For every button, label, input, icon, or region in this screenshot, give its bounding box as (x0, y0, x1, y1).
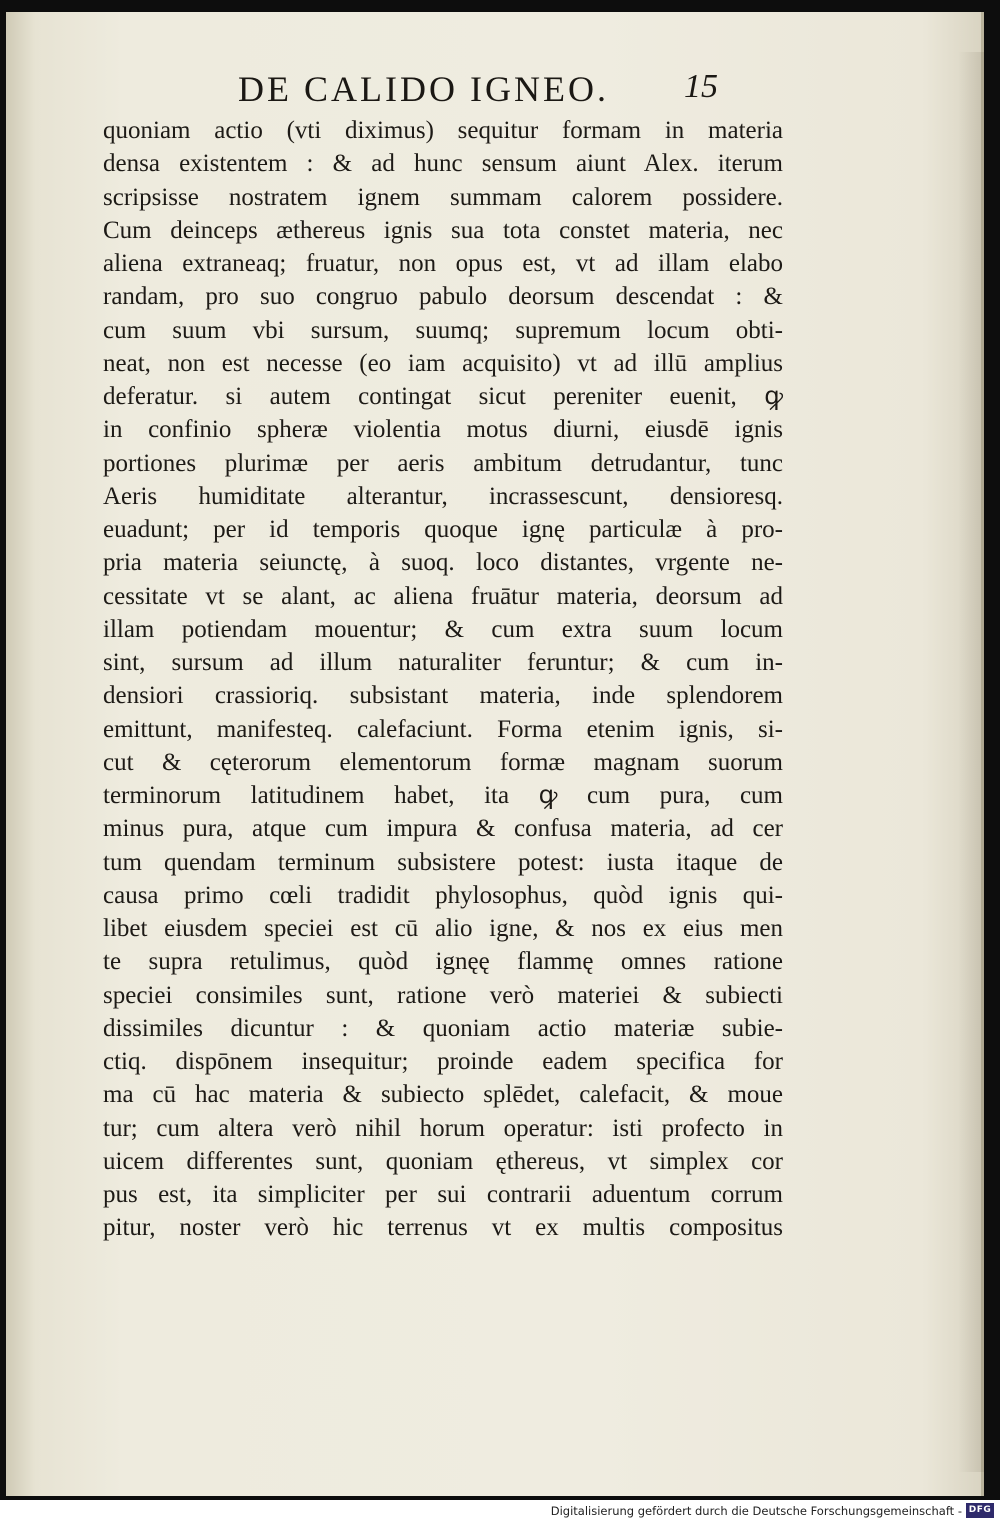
text-line: randam, pro suo congruo pabulo deorsum descendat : & (103, 283, 783, 311)
text-line: cut & cęterorum elementorum formæ magnam suorum (103, 748, 783, 776)
funding-credit: Digitalisierung gefördert durch die Deutsche Forschungsgemeinschaft - (550, 1504, 962, 1518)
text-line: terminorum latitudinem habet, ita ꝙ cum pura, cum (103, 782, 783, 809)
page-edge-shadow (958, 52, 984, 1472)
text-line: pria materia seiunctę, à suoq. loco distantes, vrgente ne- (103, 549, 783, 577)
text-line: libet eiusdem speciei est cū alio igne, & nos ex eius men (103, 915, 783, 942)
body-text (103, 114, 783, 1245)
text-line: cum suum vbi sursum, suumq; supremum locum obti- (103, 316, 783, 344)
text-line: tur; cum altera verò nihil horum operatur: isti profecto in (103, 1114, 783, 1142)
text-line: aliena extraneaq; fruatur, non opus est, vt ad illam elabo (103, 250, 783, 277)
text-line: densiori crassioriq. subsistant materia, inde splendorem (103, 682, 783, 710)
text-line: pitur, noster verò hic terrenus vt ex multis compositus (103, 1214, 783, 1242)
dfg-logo: DFG (966, 1503, 994, 1518)
text-line: quoniam actio (vti diximus) sequitur formam in materia (103, 117, 783, 144)
text-line: sint, sursum ad illum naturaliter feruntur; & cum in- (103, 649, 783, 676)
text-line: euadunt; per id temporis quoque ignę particulæ à pro- (103, 516, 783, 543)
text-line: ma cū hac materia & subiecto splēdet, calefacit, & moue (103, 1081, 783, 1109)
text-line: speciei consimiles sunt, ratione verò materiei & subiecti (103, 981, 783, 1009)
text-line: causa primo cœli tradidit phylosophus, quòd ignis qui- (103, 881, 783, 909)
text-line: pus est, ita simpliciter per sui contrarii aduentum corrum (103, 1181, 783, 1208)
text-line: neat, non est necesse (eo iam acquisito) vt ad illū amplius (103, 349, 783, 377)
text-line: illam potiendam mouentur; & cum extra suum locum (103, 615, 783, 643)
text-line: scripsisse nostratem ignem summam calorem possidere. (103, 183, 783, 211)
text-line: uicem differentes sunt, quoniam ęthereus, vt simplex cor (103, 1147, 783, 1175)
text-line: Aeris humiditate alterantur, incrassescunt, densioresq. (103, 482, 783, 510)
text-line: tum quendam terminum subsistere potest: iusta itaque de (103, 848, 783, 876)
text-line: Cum deinceps æthereus ignis sua tota constet materia, nec (103, 216, 783, 244)
text-line: in confinio spheræ violentia motus diurni, eiusdē ignis (103, 416, 783, 444)
text-line: cessitate vt se alant, ac aliena fruātur materia, deorsum ad (103, 582, 783, 610)
text-line: portiones plurimæ per aeris ambitum detrudantur, tunc (103, 449, 783, 477)
page-number: 15 (684, 68, 718, 105)
text-line: dissimiles dicuntur : & quoniam actio materiæ subie- (103, 1014, 783, 1042)
text-line: emittunt, manifesteq. calefaciunt. Forma etenim ignis, si- (103, 715, 783, 743)
text-line: deferatur. si autem contingat sicut pereniter euenit, ꝙ (103, 383, 783, 410)
text-line: densa existentem : & ad hunc sensum aiunt Alex. iterum (103, 150, 783, 178)
text-line: ctiq. dispōnem insequitur; proinde eadem specifica for (103, 1048, 783, 1075)
text-line: te supra retulimus, quòd ignęę flammę omnes ratione (103, 948, 783, 976)
text-line: minus pura, atque cum impura & confusa materia, ad cer (103, 815, 783, 843)
running-head: DE CALIDO IGNEO. (238, 69, 609, 109)
